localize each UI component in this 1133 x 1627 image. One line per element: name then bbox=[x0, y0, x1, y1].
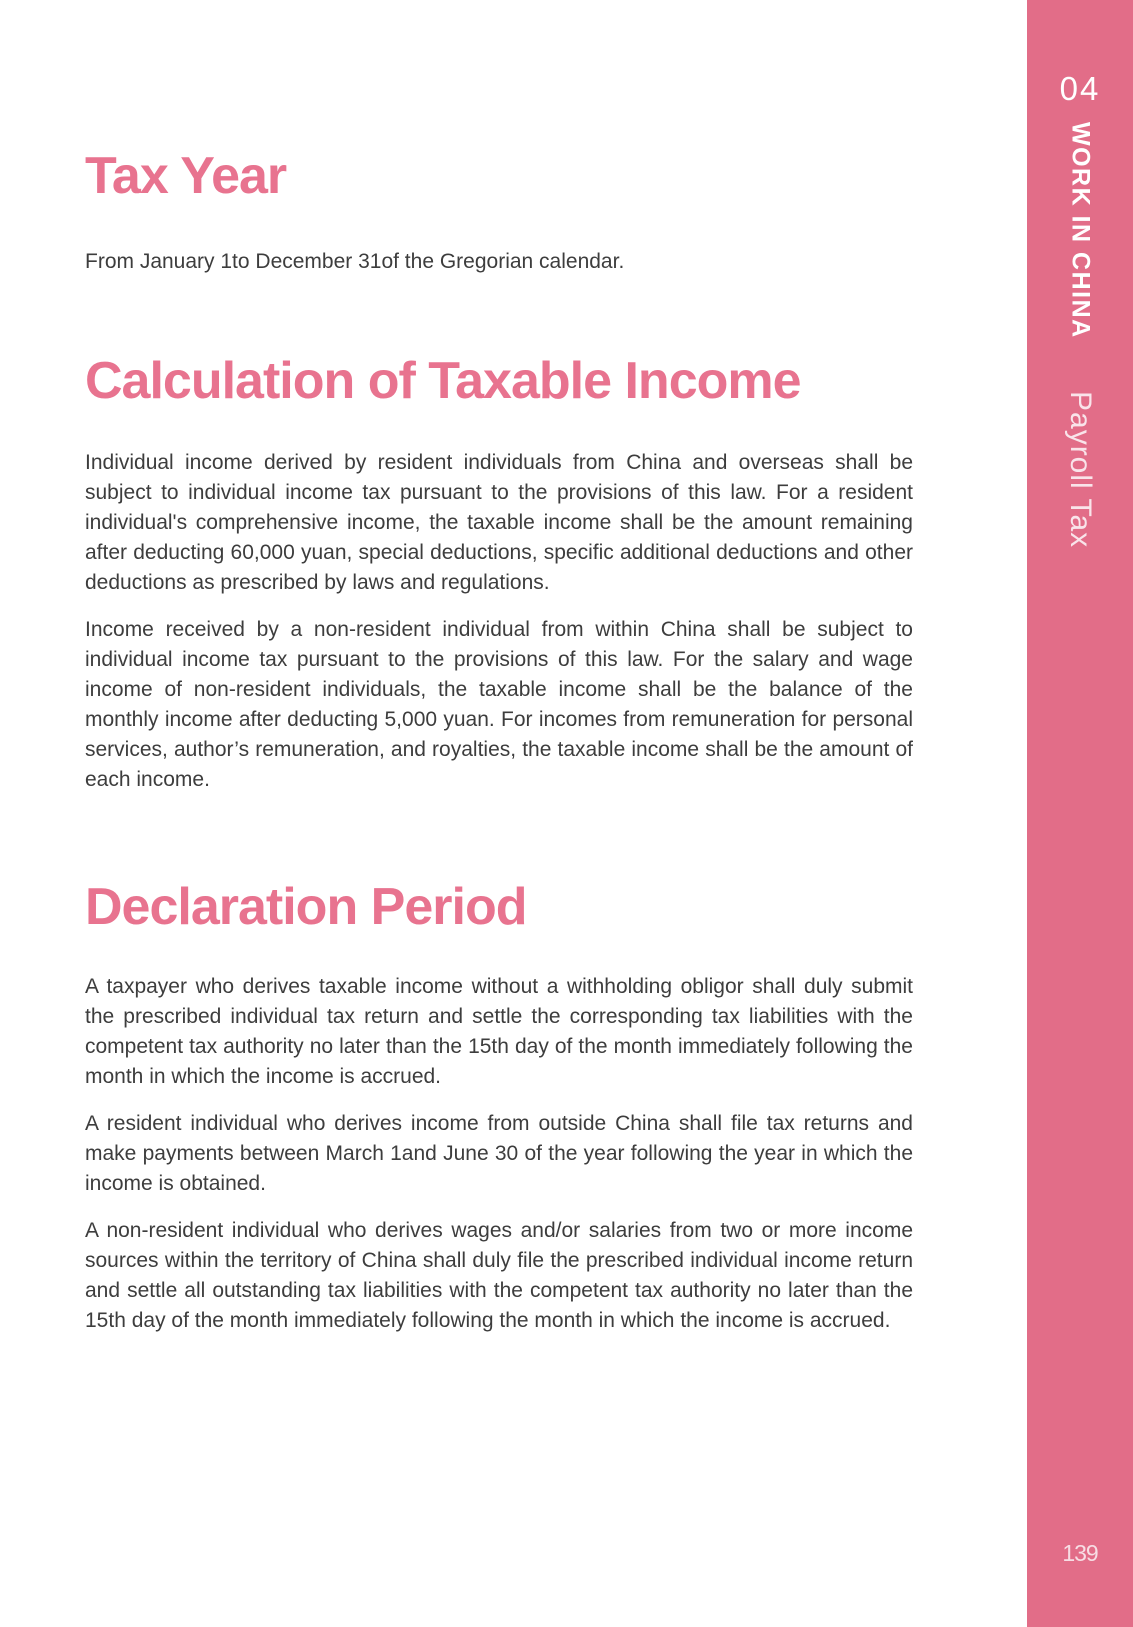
page-content bbox=[85, 0, 913, 1336]
section-title-vertical: Payroll Tax bbox=[1064, 390, 1097, 548]
paragraph-non-resident-income: Income received by a non-resident individual from within China shall be subject to individual income tax pursuant to the provisions of this law. For the salary and wage income of non-resident individuals, the taxable income shall be the balance of the monthly income after deducting 5,000 yuan. For incomes from remuneration for personal services, author’s remuneration, and royalties, the taxable income shall be the amount of each income. bbox=[85, 618, 913, 791]
heading-calculation-of-taxable-income: Calculation of Taxable Income bbox=[85, 352, 801, 410]
paragraph-tax-year: From January 1to December 31of the Gregorian calendar. bbox=[85, 250, 625, 273]
heading-declaration-period: Declaration Period bbox=[85, 878, 527, 936]
paragraph-resident-outside-china: A resident individual who derives income from outside China shall file tax returns and make payments between March 1and June 30 of the year following the year in which the income is obtained. bbox=[85, 1112, 913, 1195]
paragraph-non-resident-multiple-sources: A non-resident individual who derives wages and/or salaries from two or more income sources within the territory of China shall duly file the prescribed individual income return and settle all outstanding tax liabilities with the competent tax authority no later than the 15th day of the month immediately following the month in which the income is accrued. bbox=[85, 1219, 913, 1332]
chapter-title-vertical: WORK IN CHINA bbox=[1066, 122, 1095, 339]
paragraph-resident-income: Individual income derived by resident individuals from China and overseas shall be subject to individual income tax pursuant to the provisions of this law. For a resident individual's comprehensive income, the taxable income shall be the amount remaining after deducting 60,000 yuan, special deductions, specific additional deductions and other deductions as prescribed by laws and regulations. bbox=[85, 451, 913, 594]
page-number: 139 bbox=[1062, 1540, 1098, 1566]
paragraph-taxpayer-deadline: A taxpayer who derives taxable income without a withholding obligor shall duly submit the prescribed individual tax return and settle the corresponding tax liabilities with the competent tax authority no later than the 15th day of the month immediately following the month in which the income is accrued. bbox=[85, 975, 913, 1088]
heading-tax-year: Tax Year bbox=[85, 147, 287, 205]
chapter-number: 04 bbox=[1059, 70, 1101, 107]
chapter-sidebar bbox=[1027, 0, 1133, 1627]
